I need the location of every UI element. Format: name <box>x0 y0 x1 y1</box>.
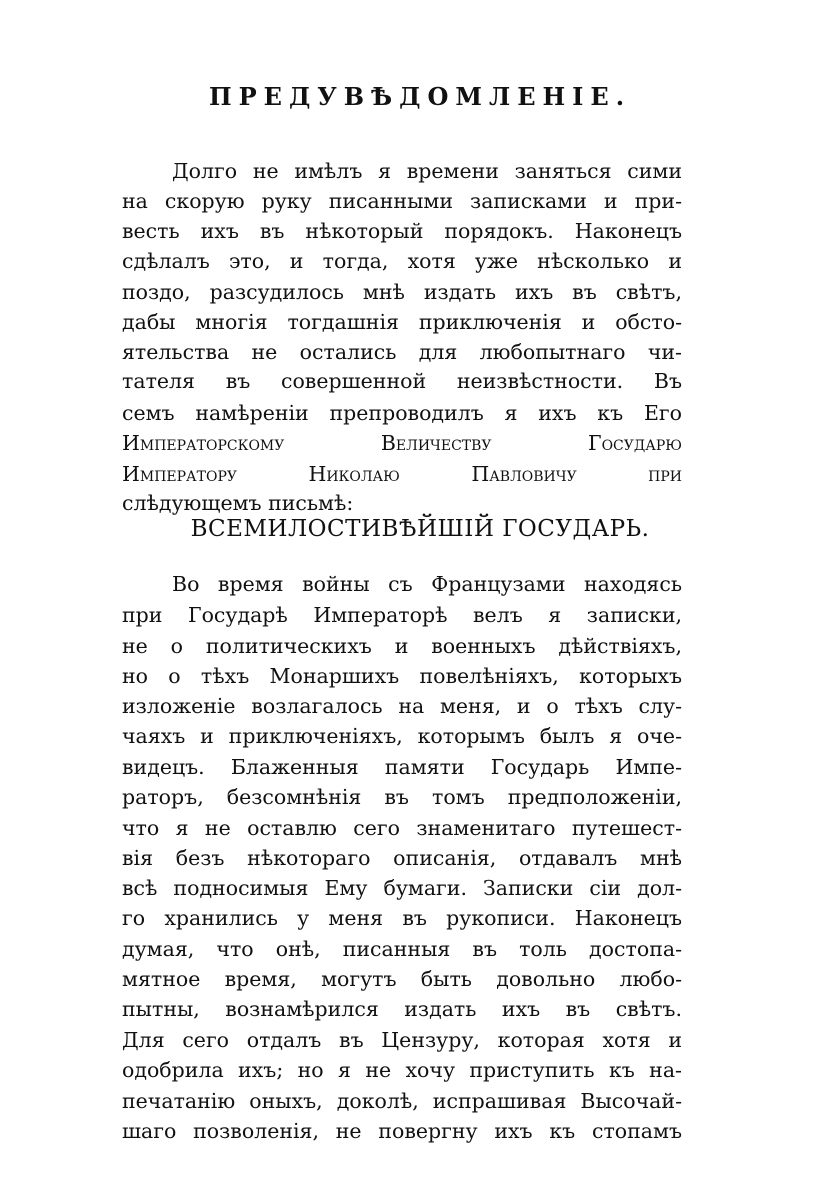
text-line: чаяхъ и приключеніяхъ, которымъ былъ я оче- <box>122 724 682 748</box>
text-line: поздо, разсудилось мнѣ издать ихъ въ свѣтъ, <box>122 280 682 304</box>
text-line: на скорую руку писанными записками и при- <box>122 189 682 213</box>
text-line: мятное время, могутъ быть довольно любо- <box>122 967 682 991</box>
text-line: видецъ. Блаженныя памяти Государь Импе- <box>122 755 682 779</box>
salutation-heading: ВСЕМИЛОСТИВѢЙШІЙ ГОСУДАРЬ. <box>190 516 650 542</box>
text-line: что я не оставлю сего знаменитаго путешест- <box>122 816 682 840</box>
text-line: тателя въ совершенной неизвѣстности. Въ <box>122 369 682 393</box>
text-line: дабы многія тогдашнія приключенія и обсто- <box>122 310 682 334</box>
text-line: семъ намѣреніи препроводилъ я ихъ къ Его <box>122 401 682 425</box>
text-line: не о политическихъ и военныхъ дѣйствіяхъ, <box>122 634 682 658</box>
text-line: но о тѣхъ Монаршихъ повелѣніяхъ, которыхъ <box>122 664 682 688</box>
page-heading: ПРЕДУВѢДОМЛЕНІЕ. <box>208 82 632 111</box>
text-line: Императорскому Величеству Государю <box>122 431 682 455</box>
text-line: го хранились у меня въ рукописи. Наконецъ <box>122 906 682 930</box>
text-line: Для сего отдалъ въ Цензуру, которая хотя и <box>122 1028 682 1052</box>
text-line: печатанію оныхъ, доколѣ, испрашивая Высочай- <box>122 1089 682 1113</box>
text-line: всѣ подносимыя Ему бумаги. Записки сіи дол- <box>122 876 682 900</box>
text-line: ятельства не остались для любопытнаго чи- <box>122 340 682 364</box>
text-line: шаго позволенія, не повергну ихъ къ стопамъ <box>122 1119 682 1143</box>
text-line: сдѣлалъ это, и тогда, хотя уже нѣсколько и <box>122 249 682 273</box>
text-line: весть ихъ въ нѣкоторый порядокъ. Наконецъ <box>122 219 682 243</box>
text-line: Императору Николаю Павловичу при <box>122 462 682 486</box>
text-line: Во время войны съ Французами находясь <box>172 572 682 596</box>
text-line: одобрила ихъ; но я не хочу приступить къ на- <box>122 1058 682 1082</box>
text-line: раторъ, безсомнѣнія въ томъ предположеніи, <box>122 785 682 809</box>
text-line: вія безъ нѣкотораго описанія, отдавалъ мнѣ <box>122 846 682 870</box>
text-line: изложеніе возлагалось на меня, и о тѣхъ слу- <box>122 694 682 718</box>
text-line: при Государѣ Императорѣ велъ я записки, <box>122 603 682 627</box>
text-line: пытны, вознамѣрился издать ихъ въ свѣтъ. <box>122 997 682 1021</box>
text-line: Долго не имѣлъ я времени заняться сими <box>172 159 682 183</box>
text-line: думая, что онѣ, писанныя въ толь достопа- <box>122 937 682 961</box>
text-line: слѣдующемъ письмѣ: <box>122 491 354 515</box>
